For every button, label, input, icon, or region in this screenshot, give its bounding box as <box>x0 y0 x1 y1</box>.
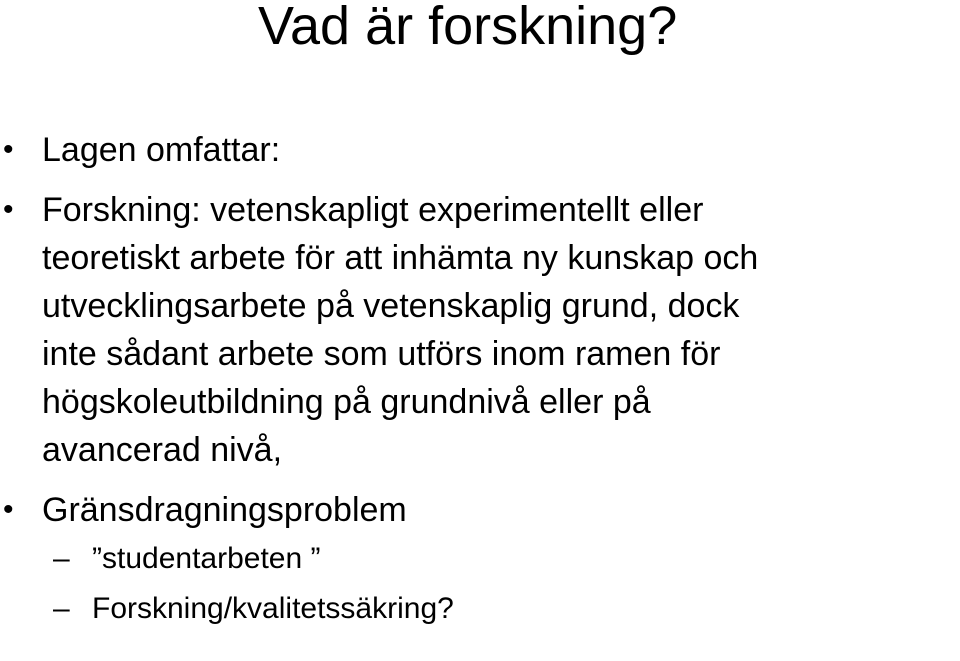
bullet-text-line: inte sådant arbete som utförs inom ramen för <box>42 335 721 373</box>
sub-item-research-quality <box>0 584 960 634</box>
bullet-text-line: avancerad nivå, <box>42 431 283 469</box>
bullet-icon: • <box>3 493 14 526</box>
bullet-text-line: utvecklingsarbete på vetenskaplig grund, dock <box>42 287 740 325</box>
bullet-text: Lagen omfattar: <box>42 131 281 169</box>
bullet-text-line: teoretiskt arbete för att inhämta ny kunskap och <box>42 239 759 277</box>
slide-title: Vad är forskning? <box>258 0 678 56</box>
sub-item-text: ”studentarbeten ” <box>92 542 321 575</box>
bullet-item-law-scope <box>0 126 960 174</box>
dash-icon: – <box>53 592 70 625</box>
slide-content <box>0 126 960 634</box>
sub-item-student-work <box>0 534 960 584</box>
bullet-item-boundary-problems <box>0 486 960 534</box>
bullet-text-line: Forskning: vetenskapligt experimentellt eller <box>42 191 704 229</box>
bullet-text-line: högskoleutbildning på grundnivå eller på <box>42 383 651 421</box>
dash-icon: – <box>53 542 70 575</box>
bullet-icon: • <box>3 133 14 166</box>
sub-item-text: Forskning/kvalitetssäkring? <box>92 592 454 625</box>
bullet-icon: • <box>3 193 14 226</box>
bullet-item-research-definition <box>0 186 960 474</box>
bullet-text: Gränsdragningsproblem <box>42 491 407 529</box>
